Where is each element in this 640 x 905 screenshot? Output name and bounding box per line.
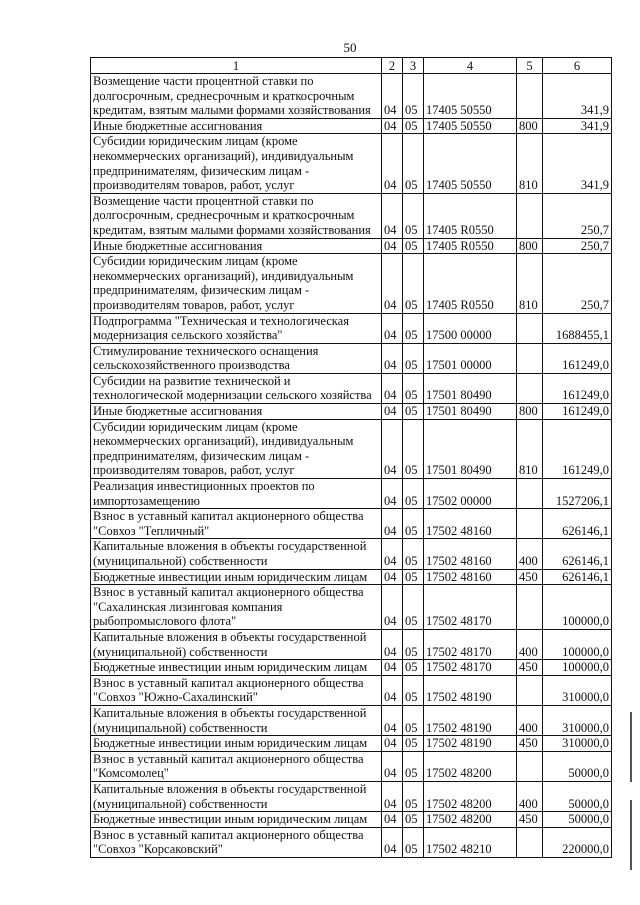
row-name-cell: Иные бюджетные ассигнования [91,404,382,420]
row-name-cell: Взнос в уставный капитал акционерного общества "Совхоз "Тепличный" [91,509,382,539]
row-expense-type-cell: 800 [517,118,543,134]
row-subsection-cell: 05 [403,827,424,857]
row-target-article-cell: 17502 48210 [424,827,517,857]
row-expense-type-cell [517,74,543,119]
row-expense-type-cell [517,373,543,403]
row-name-cell: Капитальные вложения в объекты государственной (муниципальной) собственности [91,629,382,659]
row-section-cell: 04 [382,569,403,585]
row-amount-cell: 1688455,1 [543,313,612,343]
row-subsection-cell: 05 [403,118,424,134]
row-expense-type-cell: 450 [517,660,543,676]
row-section-cell: 04 [382,419,403,478]
row-section-cell: 04 [382,313,403,343]
row-name-cell: Стимулирование технического оснащения сельскохозяйственного производства [91,343,382,373]
row-expense-type-cell: 400 [517,629,543,659]
row-target-article-cell: 17500 00000 [424,313,517,343]
row-expense-type-cell [517,343,543,373]
row-expense-type-cell [517,827,543,857]
row-name-cell: Субсидии юридическим лицам (кроме некоммерческих организаций), индивидуальным предпринимателям, физическим лицам - производителям товаров, работ, услуг [91,254,382,313]
row-target-article-cell: 17502 48200 [424,751,517,781]
column-header-expense-type: 5 [517,58,543,74]
row-expense-type-cell: 450 [517,569,543,585]
row-target-article-cell: 17502 48190 [424,705,517,735]
row-subsection-cell: 05 [403,705,424,735]
row-target-article-cell: 17502 48170 [424,660,517,676]
row-section-cell: 04 [382,660,403,676]
row-name-cell: Бюджетные инвестиции иным юридическим лицам [91,569,382,585]
row-section-cell: 04 [382,751,403,781]
row-expense-type-cell [517,751,543,781]
row-section-cell: 04 [382,238,403,254]
row-section-cell: 04 [382,479,403,509]
row-name-cell: Иные бюджетные ассигнования [91,238,382,254]
row-section-cell: 04 [382,827,403,857]
column-header-name: 1 [91,58,382,74]
row-amount-cell: 250,7 [543,193,612,238]
row-section-cell: 04 [382,812,403,828]
row-name-cell: Иные бюджетные ассигнования [91,118,382,134]
row-subsection-cell: 05 [403,812,424,828]
row-expense-type-cell: 400 [517,705,543,735]
table-row [91,812,612,828]
table-row [91,193,612,238]
row-target-article-cell: 17405 R0550 [424,238,517,254]
row-target-article-cell: 17502 00000 [424,479,517,509]
row-amount-cell: 161249,0 [543,343,612,373]
row-expense-type-cell [517,509,543,539]
row-target-article-cell: 17502 48200 [424,781,517,811]
row-target-article-cell: 17501 80490 [424,373,517,403]
table-row [91,419,612,478]
row-name-cell: Бюджетные инвестиции иным юридическим лицам [91,736,382,752]
row-name-cell: Субсидии на развитие технической и технологической модернизации сельского хозяйства [91,373,382,403]
row-target-article-cell: 17501 80490 [424,404,517,420]
table-row [91,479,612,509]
row-section-cell: 04 [382,404,403,420]
table-row [91,509,612,539]
row-target-article-cell: 17502 48160 [424,569,517,585]
table-row [91,781,612,811]
row-expense-type-cell: 400 [517,781,543,811]
row-section-cell: 04 [382,118,403,134]
table-row [91,629,612,659]
row-subsection-cell: 05 [403,781,424,811]
row-expense-type-cell: 810 [517,254,543,313]
table-row [91,118,612,134]
row-subsection-cell: 05 [403,479,424,509]
row-name-cell: Бюджетные инвестиции иным юридическим лицам [91,660,382,676]
table-row [91,569,612,585]
row-name-cell: Взнос в уставный капитал акционерного общества "Сахалинская лизинговая компания рыбопромыслового флота" [91,585,382,630]
row-subsection-cell: 05 [403,404,424,420]
row-name-cell: Возмещение части процентной ставки по долгосрочным, среднесрочным и краткосрочным кредитам, взятым малыми формами хозяйствования [91,193,382,238]
row-amount-cell: 161249,0 [543,373,612,403]
row-target-article-cell: 17405 50550 [424,118,517,134]
row-subsection-cell: 05 [403,736,424,752]
row-expense-type-cell: 400 [517,539,543,569]
row-section-cell: 04 [382,736,403,752]
table-row [91,585,612,630]
row-name-cell: Подпрограмма "Техническая и технологическая модернизация сельского хозяйства" [91,313,382,343]
row-section-cell: 04 [382,509,403,539]
row-expense-type-cell: 800 [517,238,543,254]
row-expense-type-cell: 800 [517,404,543,420]
row-amount-cell: 626146,1 [543,509,612,539]
row-section-cell: 04 [382,134,403,193]
row-amount-cell: 626146,1 [543,569,612,585]
row-section-cell: 04 [382,705,403,735]
table-row [91,705,612,735]
row-amount-cell: 310000,0 [543,736,612,752]
row-target-article-cell: 17502 48200 [424,812,517,828]
row-amount-cell: 161249,0 [543,404,612,420]
row-name-cell: Капитальные вложения в объекты государственной (муниципальной) собственности [91,781,382,811]
row-amount-cell: 341,9 [543,74,612,119]
row-name-cell: Субсидии юридическим лицам (кроме некоммерческих организаций), индивидуальным предпринимателям, физическим лицам - производителям товаров, работ, услуг [91,134,382,193]
row-section-cell: 04 [382,193,403,238]
row-subsection-cell: 05 [403,539,424,569]
row-name-cell: Реализация инвестиционных проектов по импортозамещению [91,479,382,509]
row-target-article-cell: 17405 R0550 [424,254,517,313]
row-amount-cell: 341,9 [543,134,612,193]
column-header-subsection: 3 [403,58,424,74]
row-amount-cell: 50000,0 [543,781,612,811]
row-section-cell: 04 [382,254,403,313]
table-row [91,313,612,343]
row-name-cell: Возмещение части процентной ставки по долгосрочным, среднесрочным и краткосрочным кредитам, взятым малыми формами хозяйствования [91,74,382,119]
row-amount-cell: 250,7 [543,238,612,254]
row-section-cell: 04 [382,781,403,811]
row-expense-type-cell [517,585,543,630]
row-target-article-cell: 17405 50550 [424,74,517,119]
row-subsection-cell: 05 [403,509,424,539]
row-name-cell: Взнос в уставный капитал акционерного общества "Совхоз "Южно-Сахалинский" [91,675,382,705]
column-header-amount: 6 [543,58,612,74]
row-subsection-cell: 05 [403,238,424,254]
row-target-article-cell: 17501 80490 [424,419,517,478]
row-name-cell: Субсидии юридическим лицам (кроме некоммерческих организаций), индивидуальным предпринимателям, физическим лицам - производителям товаров, работ, услуг [91,419,382,478]
row-expense-type-cell [517,313,543,343]
row-name-cell: Взнос в уставный капитал акционерного общества "Комсомолец" [91,751,382,781]
row-target-article-cell: 17502 48170 [424,585,517,630]
row-name-cell: Капитальные вложения в объекты государственной (муниципальной) собственности [91,539,382,569]
row-section-cell: 04 [382,675,403,705]
row-section-cell: 04 [382,74,403,119]
row-subsection-cell: 05 [403,373,424,403]
row-name-cell: Бюджетные инвестиции иным юридическим лицам [91,812,382,828]
table-row [91,827,612,857]
row-target-article-cell: 17405 R0550 [424,193,517,238]
row-target-article-cell: 17502 48160 [424,509,517,539]
row-amount-cell: 310000,0 [543,705,612,735]
row-section-cell: 04 [382,343,403,373]
table-body [91,74,612,858]
row-amount-cell: 626146,1 [543,539,612,569]
row-name-cell: Взнос в уставный капитал акционерного общества "Совхоз "Корсаковский" [91,827,382,857]
row-subsection-cell: 05 [403,343,424,373]
table-row [91,736,612,752]
table-row [91,373,612,403]
row-name-cell: Капитальные вложения в объекты государственной (муниципальной) собственности [91,705,382,735]
row-subsection-cell: 05 [403,134,424,193]
page-number: 50 [343,40,357,55]
row-target-article-cell: 17405 50550 [424,134,517,193]
row-target-article-cell: 17501 00000 [424,343,517,373]
row-expense-type-cell: 810 [517,134,543,193]
table-row [91,238,612,254]
row-subsection-cell: 05 [403,585,424,630]
column-header-target-article: 4 [424,58,517,74]
row-target-article-cell: 17502 48190 [424,736,517,752]
row-expense-type-cell: 450 [517,812,543,828]
column-header-section: 2 [382,58,403,74]
row-subsection-cell: 05 [403,675,424,705]
row-expense-type-cell: 450 [517,736,543,752]
row-section-cell: 04 [382,539,403,569]
row-amount-cell: 100000,0 [543,585,612,630]
row-amount-cell: 100000,0 [543,629,612,659]
row-target-article-cell: 17502 48170 [424,629,517,659]
scan-edge-mark [630,800,632,870]
row-expense-type-cell [517,193,543,238]
row-amount-cell: 161249,0 [543,419,612,478]
table-row [91,539,612,569]
row-section-cell: 04 [382,585,403,630]
row-subsection-cell: 05 [403,629,424,659]
row-subsection-cell: 05 [403,660,424,676]
scan-edge-mark [630,712,632,782]
table-row [91,660,612,676]
row-target-article-cell: 17502 48190 [424,675,517,705]
row-expense-type-cell [517,675,543,705]
row-subsection-cell: 05 [403,569,424,585]
row-amount-cell: 341,9 [543,118,612,134]
row-amount-cell: 1527206,1 [543,479,612,509]
row-subsection-cell: 05 [403,419,424,478]
row-subsection-cell: 05 [403,74,424,119]
row-expense-type-cell: 810 [517,419,543,478]
row-target-article-cell: 17502 48160 [424,539,517,569]
table-row [91,134,612,193]
row-section-cell: 04 [382,629,403,659]
row-subsection-cell: 05 [403,751,424,781]
row-expense-type-cell [517,479,543,509]
table-row [91,675,612,705]
table-row [91,404,612,420]
row-amount-cell: 220000,0 [543,827,612,857]
table-row [91,343,612,373]
table-row [91,751,612,781]
row-amount-cell: 310000,0 [543,675,612,705]
row-amount-cell: 50000,0 [543,812,612,828]
table-row [91,74,612,119]
row-amount-cell: 250,7 [543,254,612,313]
row-subsection-cell: 05 [403,254,424,313]
table-header-row [91,58,612,74]
row-amount-cell: 100000,0 [543,660,612,676]
row-section-cell: 04 [382,373,403,403]
table-row [91,254,612,313]
row-subsection-cell: 05 [403,313,424,343]
budget-table [90,57,612,858]
row-amount-cell: 50000,0 [543,751,612,781]
row-subsection-cell: 05 [403,193,424,238]
